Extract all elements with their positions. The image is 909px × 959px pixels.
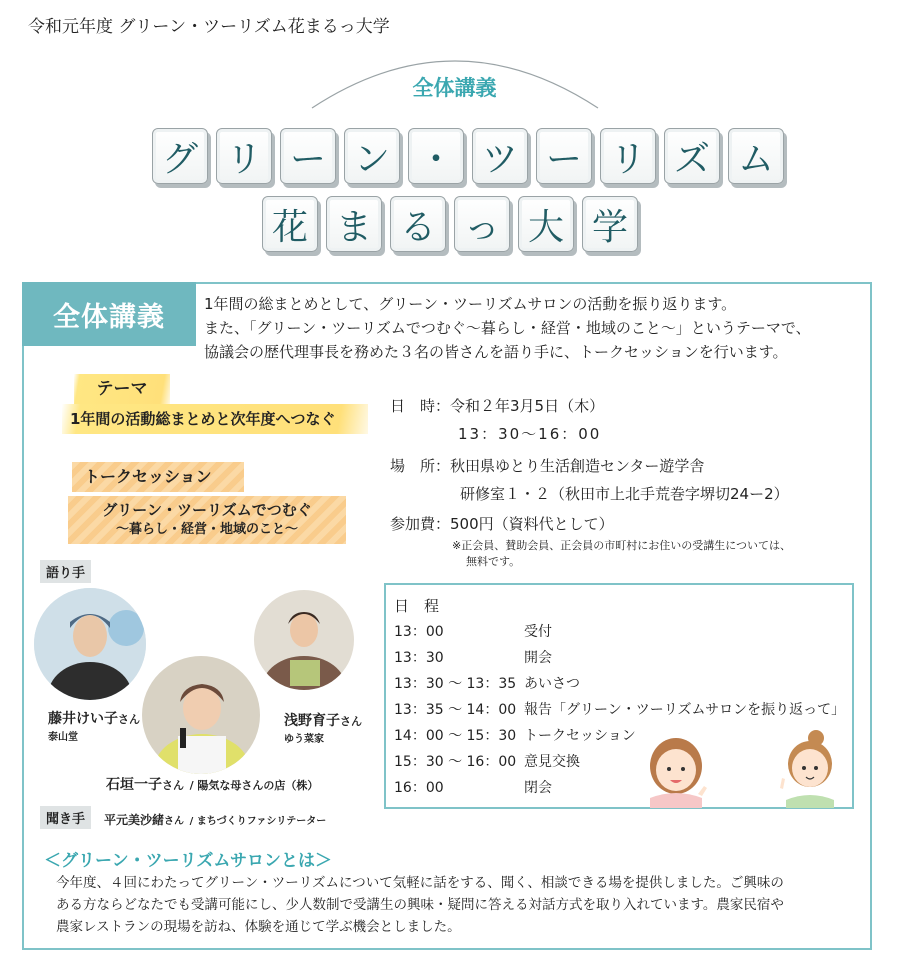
title-tile: ・ <box>408 128 464 184</box>
title-tile: っ <box>454 196 510 252</box>
salon-line: ある方ならどなたでも受講可能にし、少人数制で受講生の興味・疑問に答える対話方式を取り入れています。農家民宿や <box>56 897 784 913</box>
interviewer-role: / まちづくりファシリテーター <box>189 816 327 827</box>
title-tile: リ <box>216 128 272 184</box>
schedule-time: 13：30 〜 13：35 <box>394 676 517 692</box>
title-tiles-row1 <box>152 128 784 184</box>
schedule-title: 日 程 <box>394 597 440 615</box>
intro-line: また、「グリーン・ツーリズムでつむぐ〜暮らし・経営・地域のこと〜」というテーマで、 <box>204 319 811 337</box>
schedule-item: 報告「グリーン・ツーリズムサロンを振り返って」 <box>524 702 846 718</box>
fee-label: 参加費： <box>390 515 451 533</box>
title-tile: ン <box>344 128 400 184</box>
schedule-row <box>394 777 552 797</box>
title-tile: ー <box>536 128 592 184</box>
speaker-fujii <box>48 708 140 743</box>
place-row <box>390 455 704 476</box>
theme-text: 1年間の活動総まとめと次年度へつなぐ <box>62 404 368 434</box>
schedule-item: あいさつ <box>524 676 580 692</box>
fee-value: 500円（資料代として） <box>450 515 614 533</box>
title-tile: 学 <box>582 196 638 252</box>
speaker-org: 泰山堂 <box>48 732 78 743</box>
speakers-label: 語り手 <box>40 560 91 583</box>
title-tile: ー <box>280 128 336 184</box>
salon-body <box>56 872 784 938</box>
illustration-girl-2 <box>770 728 842 808</box>
title-tile: ム <box>728 128 784 184</box>
speaker-org: / 陽気な母さんの店（株） <box>189 779 319 792</box>
salon-line: 今年度、４回にわたってグリーン・ツーリズムについて気軽に話をする、聞く、相談できる場を提供しました。ご興味の <box>56 875 784 891</box>
fee-note-2: 無料です。 <box>466 555 521 568</box>
illustration-girl-1 <box>636 728 718 808</box>
schedule-time: 15：30 〜 16：00 <box>394 754 517 770</box>
talk-session-title <box>68 496 346 544</box>
title-tile: ま <box>326 196 382 252</box>
title-tile: る <box>390 196 446 252</box>
schedule-item: 意見交換 <box>524 754 580 770</box>
place-room: 研修室１・２（秋田市上北手荒巻字堺切24ー2） <box>460 485 789 503</box>
schedule-time: 13：00 <box>394 624 444 640</box>
schedule-row <box>394 647 552 667</box>
schedule-item: 閉会 <box>524 780 552 796</box>
speaker-photo-ishigaki <box>142 656 260 774</box>
title-tile: 大 <box>518 196 574 252</box>
interviewer-label: 聞き手 <box>40 806 91 829</box>
speaker-honorific: さん <box>118 713 140 726</box>
speaker-honorific: さん <box>162 779 184 792</box>
schedule-time: 13：35 〜 14：00 <box>394 702 517 718</box>
event-time: 13：30〜16：00 <box>458 425 602 443</box>
title-tile: ズ <box>664 128 720 184</box>
schedule-row <box>394 725 636 745</box>
fee-row <box>390 513 614 534</box>
intro-line: 1年間の総まとめとして、グリーン・ツーリズムサロンの活動を振り返ります。 <box>204 295 737 313</box>
title-tile: 花 <box>262 196 318 252</box>
salon-line: 農家レストランの現場を訪ね、体験を通じて学ぶ機会としました。 <box>56 919 461 935</box>
schedule-time: 13：30 <box>394 650 444 666</box>
speaker-name: 石垣一子 <box>106 777 162 793</box>
intro-text <box>204 292 811 364</box>
speaker-ishigaki <box>106 774 318 794</box>
place-name: 秋田県ゆとり生活創造センター遊学舎 <box>450 457 705 475</box>
datetime-label: 日 時： <box>390 397 451 415</box>
event-date: 令和２年3月5日（木） <box>450 397 605 415</box>
place-label: 場 所： <box>390 457 451 475</box>
title-tile: グ <box>152 128 208 184</box>
schedule-row <box>394 621 552 641</box>
schedule-item: 受付 <box>524 624 552 640</box>
salon-title: ＜グリーン・ツーリズムサロンとは＞ <box>44 851 332 871</box>
title-tile: リ <box>600 128 656 184</box>
schedule-row <box>394 699 845 719</box>
speaker-photo-fujii <box>34 588 146 700</box>
title-tiles-row2 <box>262 196 638 252</box>
schedule-time: 16：00 <box>394 780 444 796</box>
schedule-time: 14：00 〜 15：30 <box>394 728 517 744</box>
talk-session-tag: トークセッション <box>72 462 244 492</box>
schedule-row <box>394 673 580 693</box>
datetime-row <box>390 395 604 416</box>
speaker-photo-asano <box>254 590 354 690</box>
interviewer <box>104 809 326 828</box>
talk-subtitle: 〜暮らし・経営・地域のこと〜 <box>115 522 298 537</box>
speaker-honorific: さん <box>340 715 362 728</box>
schedule-row <box>394 751 580 771</box>
section-tab: 全体講義 <box>22 282 196 346</box>
theme-tag: テーマ <box>74 374 170 404</box>
speaker-name: 藤井けい子 <box>48 711 118 727</box>
schedule-item: 開会 <box>524 650 552 666</box>
top-title: 令和元年度 グリーン・ツーリズム花まるっ大学 <box>28 17 390 37</box>
title-tile: ツ <box>472 128 528 184</box>
interviewer-name: 平元美沙緒 <box>104 813 165 827</box>
intro-line: 協議会の歴代理事長を務めた３名の皆さんを語り手に、トークセッションを行います。 <box>204 343 788 361</box>
schedule-item: トークセッション <box>524 728 636 744</box>
main-label: 全体講義 <box>412 76 497 100</box>
talk-title: グリーン・ツーリズムでつむぐ <box>102 501 312 519</box>
speaker-asano <box>284 710 362 745</box>
speaker-org: ゆう菜家 <box>284 734 324 745</box>
interviewer-honorific: さん <box>164 816 185 827</box>
fee-note-1: ※正会員、賛助会員、正会員の市町村にお住いの受講生については、 <box>452 539 791 552</box>
speaker-name: 浅野育子 <box>284 713 340 729</box>
